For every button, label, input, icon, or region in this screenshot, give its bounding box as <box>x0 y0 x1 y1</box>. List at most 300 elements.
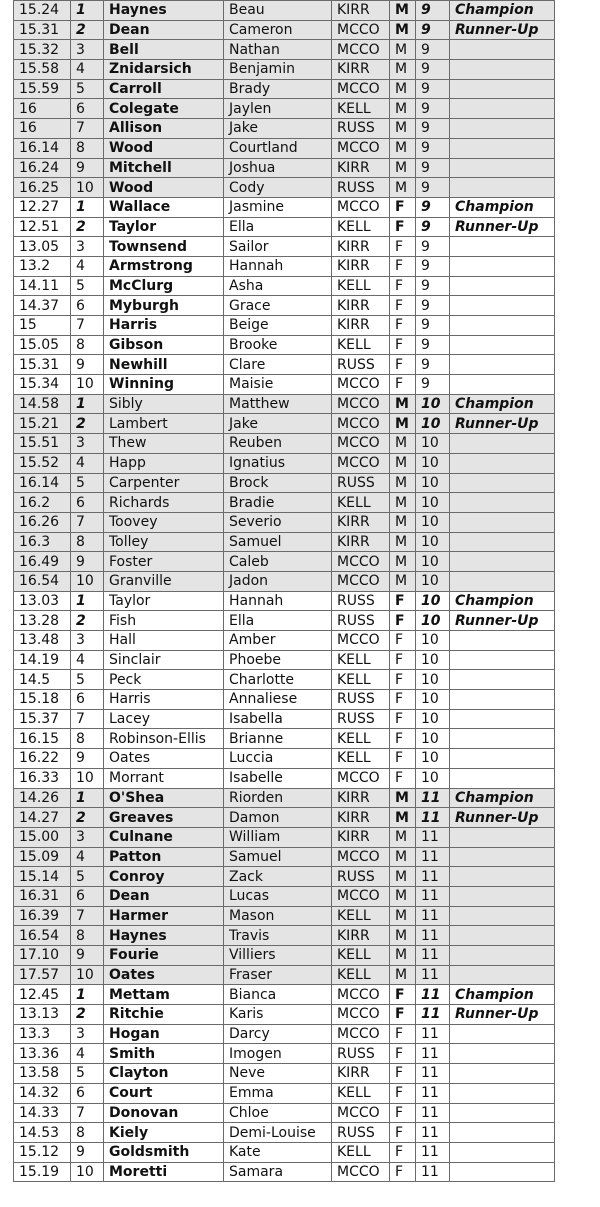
results-body <box>14 1 555 1182</box>
cell-time: 15.05 <box>14 335 71 355</box>
cell-award <box>450 1103 555 1123</box>
cell-age: 11 <box>416 847 450 867</box>
table-row <box>14 985 555 1005</box>
cell-club: KIRR <box>332 532 390 552</box>
cell-first: Bianca <box>224 985 332 1005</box>
cell-sex: M <box>390 79 416 99</box>
cell-place: 4 <box>71 453 104 473</box>
cell-club: KIRR <box>332 827 390 847</box>
cell-place: 3 <box>71 827 104 847</box>
cell-club: RUSS <box>332 178 390 198</box>
cell-time: 13.05 <box>14 237 71 257</box>
cell-award <box>450 532 555 552</box>
cell-age: 10 <box>416 611 450 631</box>
cell-first: Cody <box>224 178 332 198</box>
cell-award <box>450 670 555 690</box>
table-row <box>14 886 555 906</box>
cell-first: Neve <box>224 1064 332 1084</box>
cell-time: 16.14 <box>14 473 71 493</box>
cell-award <box>450 552 555 572</box>
cell-first: Courtland <box>224 138 332 158</box>
cell-award: Runner-Up <box>450 20 555 40</box>
cell-club: KELL <box>332 670 390 690</box>
cell-club: MCCO <box>332 1103 390 1123</box>
table-row <box>14 591 555 611</box>
table-row <box>14 650 555 670</box>
cell-surname: Bell <box>104 40 224 60</box>
table-row <box>14 99 555 119</box>
cell-first: Samuel <box>224 532 332 552</box>
cell-club: KELL <box>332 650 390 670</box>
table-row <box>14 256 555 276</box>
cell-award <box>450 946 555 966</box>
cell-place: 9 <box>71 1142 104 1162</box>
cell-award <box>450 178 555 198</box>
cell-first: Reuben <box>224 434 332 454</box>
cell-sex: F <box>390 335 416 355</box>
cell-club: MCCO <box>332 79 390 99</box>
cell-award <box>450 847 555 867</box>
cell-age: 10 <box>416 650 450 670</box>
table-row <box>14 631 555 651</box>
cell-club: MCCO <box>332 434 390 454</box>
cell-place: 7 <box>71 316 104 336</box>
cell-first: Chloe <box>224 1103 332 1123</box>
cell-club: KIRR <box>332 60 390 80</box>
cell-award <box>450 749 555 769</box>
table-row <box>14 335 555 355</box>
cell-award <box>450 1044 555 1064</box>
cell-sex: F <box>390 670 416 690</box>
table-row <box>14 296 555 316</box>
cell-club: KELL <box>332 99 390 119</box>
cell-time: 14.53 <box>14 1123 71 1143</box>
cell-award <box>450 729 555 749</box>
cell-club: MCCO <box>332 571 390 591</box>
cell-age: 10 <box>416 709 450 729</box>
cell-surname: Wood <box>104 178 224 198</box>
cell-surname: Wood <box>104 138 224 158</box>
cell-age: 9 <box>416 237 450 257</box>
cell-surname: Oates <box>104 749 224 769</box>
cell-time: 13.03 <box>14 591 71 611</box>
cell-first: William <box>224 827 332 847</box>
cell-club: KIRR <box>332 512 390 532</box>
cell-age: 11 <box>416 1064 450 1084</box>
cell-sex: F <box>390 197 416 217</box>
cell-award <box>450 867 555 887</box>
table-row <box>14 808 555 828</box>
cell-sex: M <box>390 493 416 513</box>
cell-surname: Lacey <box>104 709 224 729</box>
cell-time: 16.2 <box>14 493 71 513</box>
cell-first: Emma <box>224 1083 332 1103</box>
cell-time: 17.10 <box>14 946 71 966</box>
cell-club: KIRR <box>332 926 390 946</box>
cell-age: 10 <box>416 394 450 414</box>
cell-award <box>450 768 555 788</box>
cell-club: KELL <box>332 906 390 926</box>
cell-first: Demi-Louise <box>224 1123 332 1143</box>
cell-sex: F <box>390 690 416 710</box>
cell-place: 7 <box>71 709 104 729</box>
cell-club: RUSS <box>332 867 390 887</box>
cell-place: 1 <box>71 985 104 1005</box>
table-row <box>14 552 555 572</box>
cell-sex: F <box>390 1064 416 1084</box>
cell-first: Jadon <box>224 571 332 591</box>
cell-sex: M <box>390 394 416 414</box>
cell-age: 11 <box>416 788 450 808</box>
cell-award <box>450 493 555 513</box>
cell-first: Jasmine <box>224 197 332 217</box>
cell-surname: Taylor <box>104 591 224 611</box>
cell-age: 10 <box>416 473 450 493</box>
cell-sex: M <box>390 178 416 198</box>
table-row <box>14 1103 555 1123</box>
cell-award <box>450 965 555 985</box>
cell-surname: Fourie <box>104 946 224 966</box>
cell-award: Runner-Up <box>450 1005 555 1025</box>
cell-time: 14.26 <box>14 788 71 808</box>
table-row <box>14 906 555 926</box>
cell-surname: Dean <box>104 20 224 40</box>
cell-age: 9 <box>416 217 450 237</box>
cell-award <box>450 1083 555 1103</box>
cell-first: Matthew <box>224 394 332 414</box>
cell-club: KIRR <box>332 316 390 336</box>
cell-time: 13.13 <box>14 1005 71 1025</box>
cell-award: Champion <box>450 197 555 217</box>
cell-age: 11 <box>416 1044 450 1064</box>
cell-time: 16.22 <box>14 749 71 769</box>
cell-surname: O'Shea <box>104 788 224 808</box>
cell-club: KIRR <box>332 1 390 21</box>
table-row <box>14 827 555 847</box>
cell-surname: Greaves <box>104 808 224 828</box>
cell-place: 3 <box>71 631 104 651</box>
table-row <box>14 788 555 808</box>
cell-place: 6 <box>71 493 104 513</box>
table-row <box>14 473 555 493</box>
cell-first: Lucas <box>224 886 332 906</box>
cell-surname: Mettam <box>104 985 224 1005</box>
cell-first: Cameron <box>224 20 332 40</box>
cell-first: Luccia <box>224 749 332 769</box>
cell-surname: Goldsmith <box>104 1142 224 1162</box>
table-row <box>14 414 555 434</box>
cell-time: 13.28 <box>14 611 71 631</box>
cell-age: 11 <box>416 867 450 887</box>
cell-sex: M <box>390 60 416 80</box>
cell-club: KELL <box>332 749 390 769</box>
cell-age: 10 <box>416 532 450 552</box>
cell-award: Runner-Up <box>450 217 555 237</box>
cell-age: 11 <box>416 946 450 966</box>
cell-surname: Kiely <box>104 1123 224 1143</box>
table-row <box>14 434 555 454</box>
cell-award <box>450 434 555 454</box>
cell-time: 14.37 <box>14 296 71 316</box>
cell-surname: Patton <box>104 847 224 867</box>
cell-place: 5 <box>71 670 104 690</box>
cell-surname: Haynes <box>104 926 224 946</box>
cell-age: 11 <box>416 808 450 828</box>
cell-place: 4 <box>71 847 104 867</box>
cell-sex: F <box>390 316 416 336</box>
cell-sex: M <box>390 808 416 828</box>
cell-time: 12.45 <box>14 985 71 1005</box>
cell-sex: F <box>390 217 416 237</box>
cell-award <box>450 276 555 296</box>
cell-time: 16.54 <box>14 571 71 591</box>
cell-first: Joshua <box>224 158 332 178</box>
cell-club: MCCO <box>332 197 390 217</box>
cell-surname: Peck <box>104 670 224 690</box>
cell-award <box>450 119 555 139</box>
cell-award <box>450 158 555 178</box>
cell-place: 3 <box>71 434 104 454</box>
cell-age: 9 <box>416 256 450 276</box>
table-row <box>14 946 555 966</box>
cell-club: MCCO <box>332 768 390 788</box>
cell-sex: F <box>390 985 416 1005</box>
cell-first: Nathan <box>224 40 332 60</box>
cell-surname: McClurg <box>104 276 224 296</box>
cell-surname: Znidarsich <box>104 60 224 80</box>
cell-place: 1 <box>71 197 104 217</box>
cell-sex: F <box>390 631 416 651</box>
cell-surname: Richards <box>104 493 224 513</box>
cell-time: 12.27 <box>14 197 71 217</box>
cell-award <box>450 453 555 473</box>
cell-surname: Harris <box>104 316 224 336</box>
cell-club: MCCO <box>332 453 390 473</box>
cell-time: 13.2 <box>14 256 71 276</box>
cell-sex: F <box>390 1123 416 1143</box>
cell-sex: F <box>390 591 416 611</box>
cell-surname: Culnane <box>104 827 224 847</box>
cell-age: 11 <box>416 1103 450 1123</box>
cell-sex: F <box>390 1142 416 1162</box>
cell-place: 8 <box>71 926 104 946</box>
cell-first: Amber <box>224 631 332 651</box>
table-row <box>14 1162 555 1182</box>
cell-age: 11 <box>416 827 450 847</box>
cell-time: 16.54 <box>14 926 71 946</box>
cell-sex: M <box>390 946 416 966</box>
cell-age: 10 <box>416 591 450 611</box>
cell-time: 13.58 <box>14 1064 71 1084</box>
cell-award: Champion <box>450 985 555 1005</box>
cell-age: 11 <box>416 906 450 926</box>
table-row <box>14 1044 555 1064</box>
cell-age: 9 <box>416 158 450 178</box>
table-row <box>14 729 555 749</box>
cell-time: 16.3 <box>14 532 71 552</box>
cell-age: 10 <box>416 571 450 591</box>
cell-award <box>450 1142 555 1162</box>
cell-age: 9 <box>416 138 450 158</box>
cell-first: Karis <box>224 1005 332 1025</box>
cell-age: 9 <box>416 276 450 296</box>
cell-time: 16.26 <box>14 512 71 532</box>
cell-sex: M <box>390 119 416 139</box>
cell-club: KELL <box>332 493 390 513</box>
cell-award <box>450 316 555 336</box>
cell-first: Samara <box>224 1162 332 1182</box>
table-row <box>14 237 555 257</box>
cell-time: 16.33 <box>14 768 71 788</box>
cell-time: 16.39 <box>14 906 71 926</box>
cell-age: 11 <box>416 926 450 946</box>
cell-age: 9 <box>416 197 450 217</box>
cell-surname: Morrant <box>104 768 224 788</box>
cell-award <box>450 99 555 119</box>
cell-club: MCCO <box>332 847 390 867</box>
cell-place: 8 <box>71 532 104 552</box>
cell-first: Charlotte <box>224 670 332 690</box>
table-row <box>14 178 555 198</box>
cell-place: 2 <box>71 808 104 828</box>
cell-time: 14.33 <box>14 1103 71 1123</box>
table-row <box>14 197 555 217</box>
cell-place: 4 <box>71 256 104 276</box>
cell-club: MCCO <box>332 552 390 572</box>
cell-surname: Donovan <box>104 1103 224 1123</box>
cell-first: Brianne <box>224 729 332 749</box>
cell-first: Caleb <box>224 552 332 572</box>
table-row <box>14 749 555 769</box>
cell-club: MCCO <box>332 414 390 434</box>
cell-award <box>450 473 555 493</box>
cell-time: 13.3 <box>14 1024 71 1044</box>
cell-award <box>450 709 555 729</box>
cell-surname: Granville <box>104 571 224 591</box>
cell-sex: F <box>390 611 416 631</box>
cell-sex: F <box>390 1044 416 1064</box>
cell-award <box>450 296 555 316</box>
cell-place: 8 <box>71 729 104 749</box>
cell-sex: F <box>390 1024 416 1044</box>
cell-club: KELL <box>332 1142 390 1162</box>
cell-club: MCCO <box>332 138 390 158</box>
cell-age: 10 <box>416 768 450 788</box>
cell-award <box>450 355 555 375</box>
cell-surname: Harmer <box>104 906 224 926</box>
cell-time: 15.09 <box>14 847 71 867</box>
cell-place: 9 <box>71 355 104 375</box>
cell-place: 5 <box>71 79 104 99</box>
cell-time: 15.52 <box>14 453 71 473</box>
cell-award <box>450 631 555 651</box>
cell-place: 6 <box>71 99 104 119</box>
cell-club: MCCO <box>332 1005 390 1025</box>
cell-place: 1 <box>71 591 104 611</box>
cell-place: 6 <box>71 690 104 710</box>
cell-sex: M <box>390 571 416 591</box>
results-table <box>13 0 555 1182</box>
cell-place: 4 <box>71 1044 104 1064</box>
cell-time: 15.58 <box>14 60 71 80</box>
cell-place: 7 <box>71 119 104 139</box>
cell-place: 9 <box>71 158 104 178</box>
cell-surname: Fish <box>104 611 224 631</box>
cell-sex: M <box>390 434 416 454</box>
cell-first: Annaliese <box>224 690 332 710</box>
cell-age: 9 <box>416 296 450 316</box>
cell-place: 6 <box>71 296 104 316</box>
cell-first: Damon <box>224 808 332 828</box>
cell-award <box>450 237 555 257</box>
cell-club: KELL <box>332 335 390 355</box>
cell-award <box>450 1064 555 1084</box>
cell-club: KELL <box>332 1083 390 1103</box>
cell-place: 10 <box>71 571 104 591</box>
cell-place: 8 <box>71 138 104 158</box>
cell-age: 10 <box>416 729 450 749</box>
cell-time: 17.57 <box>14 965 71 985</box>
cell-place: 9 <box>71 749 104 769</box>
cell-time: 16 <box>14 99 71 119</box>
table-row <box>14 768 555 788</box>
cell-place: 8 <box>71 1123 104 1143</box>
cell-first: Beige <box>224 316 332 336</box>
table-row <box>14 40 555 60</box>
cell-award <box>450 79 555 99</box>
cell-surname: Robinson-Ellis <box>104 729 224 749</box>
cell-club: RUSS <box>332 611 390 631</box>
cell-first: Villiers <box>224 946 332 966</box>
cell-age: 9 <box>416 60 450 80</box>
cell-first: Travis <box>224 926 332 946</box>
cell-first: Jaylen <box>224 99 332 119</box>
cell-surname: Court <box>104 1083 224 1103</box>
cell-age: 10 <box>416 670 450 690</box>
table-row <box>14 1142 555 1162</box>
cell-time: 15.59 <box>14 79 71 99</box>
cell-time: 15.24 <box>14 1 71 21</box>
cell-first: Asha <box>224 276 332 296</box>
cell-surname: Townsend <box>104 237 224 257</box>
cell-sex: M <box>390 926 416 946</box>
cell-club: RUSS <box>332 1123 390 1143</box>
cell-time: 14.32 <box>14 1083 71 1103</box>
cell-first: Ella <box>224 217 332 237</box>
cell-sex: M <box>390 867 416 887</box>
cell-first: Bradie <box>224 493 332 513</box>
cell-sex: M <box>390 453 416 473</box>
cell-sex: M <box>390 788 416 808</box>
cell-place: 2 <box>71 414 104 434</box>
cell-award <box>450 40 555 60</box>
cell-time: 15.18 <box>14 690 71 710</box>
cell-place: 8 <box>71 335 104 355</box>
table-row <box>14 847 555 867</box>
cell-club: RUSS <box>332 591 390 611</box>
cell-award: Runner-Up <box>450 414 555 434</box>
table-row <box>14 512 555 532</box>
cell-first: Brock <box>224 473 332 493</box>
cell-surname: Colegate <box>104 99 224 119</box>
cell-first: Darcy <box>224 1024 332 1044</box>
cell-time: 15.34 <box>14 375 71 395</box>
cell-award <box>450 827 555 847</box>
cell-first: Severio <box>224 512 332 532</box>
cell-age: 9 <box>416 40 450 60</box>
cell-first: Maisie <box>224 375 332 395</box>
cell-age: 11 <box>416 1142 450 1162</box>
